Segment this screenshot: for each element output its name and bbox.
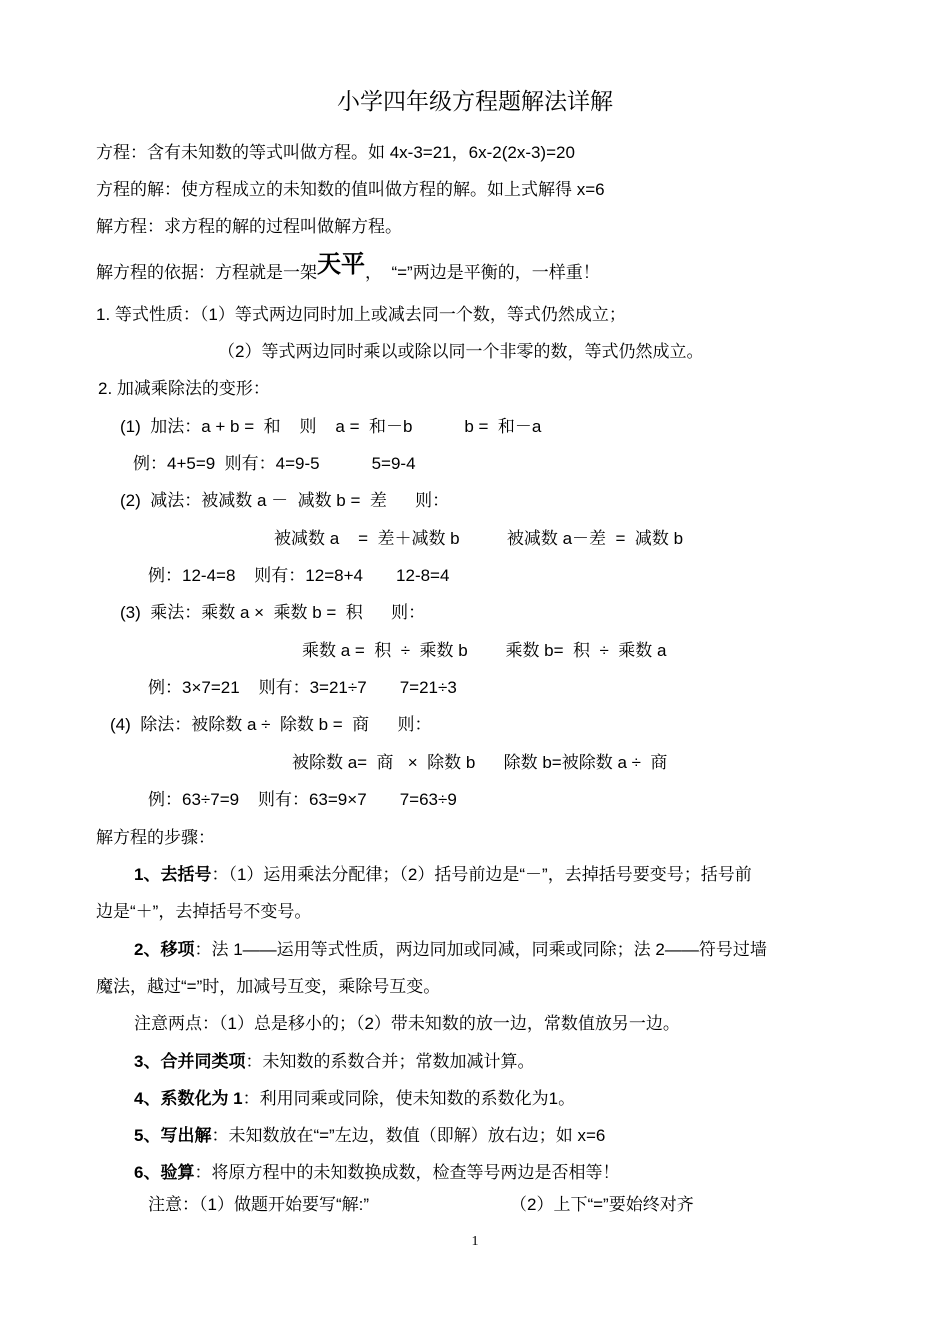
step-3-label: 3、合并同类项 (134, 1052, 246, 1071)
subtraction-example: 例：12-4=8 则有：12=8+4 12-8=4 (148, 566, 450, 585)
step-6-label: 6、验算 (134, 1163, 195, 1182)
step-2-note: 注意两点：（1）总是移小的；（2）带未知数的放一边，常数值放另一边。 (134, 1014, 680, 1033)
step-2-label: 2、移项 (134, 940, 195, 959)
step-5-label: 5、写出解 (134, 1126, 212, 1145)
basis-post: ， “=”两边是平衡的，一样重！ (365, 263, 600, 282)
step-2-continued: 魔法，越过“=”时，加减号互变，乘除号互变。 (96, 977, 441, 996)
multiplication-rule: (3) 乘法：乘数 a × 乘数 b = 积 则： (120, 603, 426, 622)
division-rule: (4) 除法：被除数 a ÷ 除数 b = 商 则： (110, 715, 432, 734)
step-1-label: 1、去括号 (134, 865, 212, 884)
subtraction-rule: (2) 减法：被减数 a － 减数 b = 差 则： (120, 491, 450, 510)
basis-pre: 解方程的依据：方程就是一架 (96, 263, 317, 282)
step-6 (134, 1162, 619, 1184)
subtraction-derived: 被减数 a = 差＋减数 b 被减数 a－差 = 减数 b (274, 529, 684, 548)
def-solving: 解方程：求方程的解的过程叫做解方程。 (96, 217, 402, 236)
division-example: 例：63÷7=9 则有：63=9×7 7=63÷9 (148, 790, 457, 809)
step-2-text: ：法 1——运用等式性质，两边同加或同减，同乘或同除；法 2——符号过墙 (194, 940, 767, 959)
multiplication-derived: 乘数 a = 积 ÷ 乘数 b 乘数 b= 积 ÷ 乘数 a (302, 641, 667, 660)
step-3-text: ：未知数的系数合并；常数加减计算。 (245, 1052, 535, 1071)
step-1-text: ：（1）运用乘法分配律；（2）括号前边是“－”，去掉括号要变号；括号前 (211, 865, 752, 884)
note-1: 注意：（1）做题开始要写“解:” (148, 1195, 369, 1214)
step-6-text: ：将原方程中的未知数换成数，检查等号两边是否相等！ (194, 1163, 620, 1182)
page-title: 小学四年级方程题解法详解 (337, 88, 613, 114)
note-2: （2）上下“=”要始终对齐 (510, 1195, 694, 1214)
step-1-continued: 边是“＋”，去掉括号不变号。 (96, 902, 312, 921)
def-basis (96, 249, 600, 284)
def-solution: 方程的解：使方程成立的未知数的值叫做方程的解。如上式解得 x=6 (96, 180, 605, 199)
steps-heading: 解方程的步骤： (96, 828, 215, 847)
step-2 (134, 939, 767, 961)
page-number: 1 (471, 1234, 479, 1249)
multiplication-example: 例：3×7=21 则有：3=21÷7 7=21÷3 (148, 678, 457, 697)
step-5-text: ：未知数放在“=”左边，数值（即解）放右边；如 x=6 (211, 1126, 606, 1145)
step-4 (134, 1088, 575, 1110)
step-5 (134, 1125, 605, 1147)
step-4-text: ：利用同乘或同除，使未知数的系数化为1。 (242, 1089, 576, 1108)
step-4-label: 4、系数化为 1 (134, 1089, 243, 1108)
scale-text: 天平 (317, 249, 365, 278)
property-1: 1. 等式性质：（1）等式两边同时加上或减去同一个数，等式仍然成立； (96, 305, 626, 324)
property-2: （2）等式两边同时乘以或除以同一个非零的数，等式仍然成立。 (218, 342, 704, 361)
step-3 (134, 1051, 534, 1073)
def-equation: 方程：含有未知数的等式叫做方程。如 4x-3=21，6x-2(2x-3)=20 (96, 143, 575, 162)
division-derived: 被除数 a= 商 × 除数 b 除数 b=被除数 a ÷ 商 (292, 753, 668, 772)
heading-transform: 2. 加减乘除法的变形： (98, 379, 270, 398)
step-1 (134, 864, 752, 886)
addition-rule: (1) 加法：a + b = 和 则 a = 和－b b = 和－a (120, 417, 542, 436)
addition-example: 例：4+5=9 则有：4=9-5 5=9-4 (133, 454, 416, 473)
